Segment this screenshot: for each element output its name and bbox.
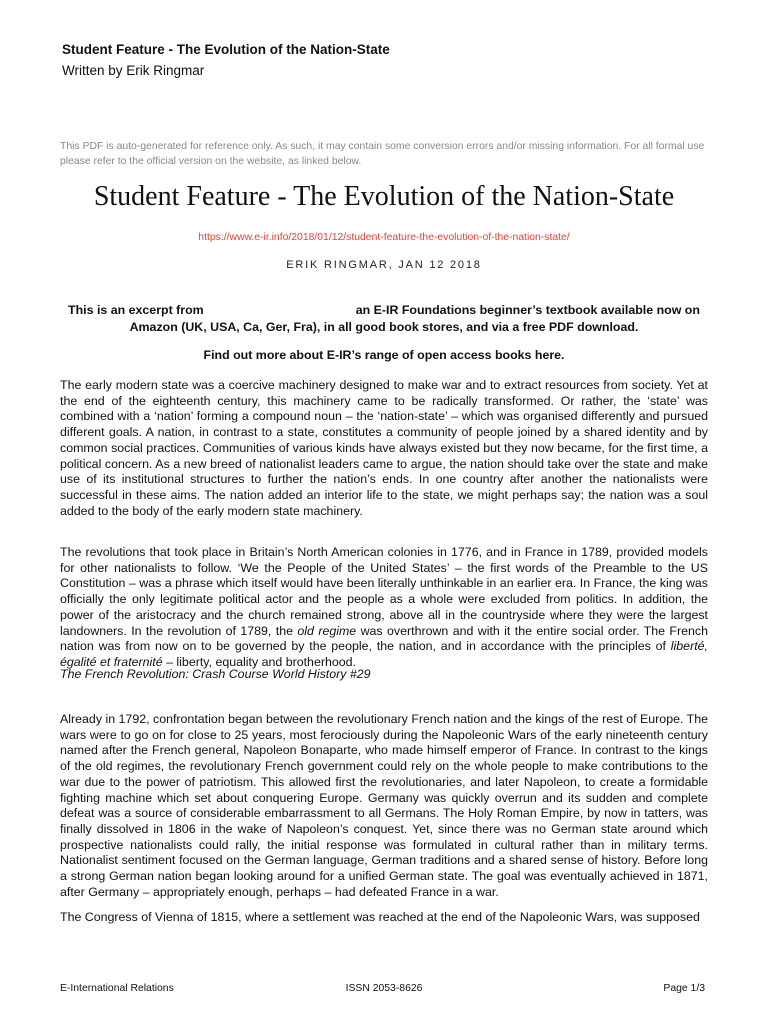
disclaimer-text: This PDF is auto-generated for reference only. As such, it may contain some conversion errors and/or missing information. For all formal use please refer to the official version on the website, as linked below.: [60, 141, 705, 167]
paragraph-2-part-b: was overthrown and with it the entire social order. The French nation was from now on to be governed by the people, the nation, and in accordance with the principles of: [60, 623, 708, 654]
paragraph-2-emphasis-old-regime: old regime: [297, 623, 357, 638]
footer-publisher: E-International Relations: [60, 983, 174, 994]
paragraph-2: [60, 545, 708, 671]
excerpt-start: This is an excerpt from: [68, 303, 204, 317]
video-caption: The French Revolution: Crash Course World History #29: [60, 667, 371, 681]
excerpt-notice: [60, 302, 708, 336]
find-more-link[interactable]: Find out more about E-IR’s range of open access books here.: [203, 348, 565, 362]
paragraph-1: The early modern state was a coercive machinery designed to make war and to extract resources from society. Yet at the end of the eighteenth century, this machinery came to be radically transformed. Or rather, the ‘state’ was combined with a ‘nation’ forming a compound noun – the ‘nation-state’ – which was organised differently and pursued different goals. A nation, in contrast to a state, constitutes a community of people joined by a shared identity and by common social practices. Communities of various kinds have always existed but they now became, for the first time, a political concern. As a new breed of nationalist leaders came to argue, the nation should take over the state and make use of its institutional structures to further the nation’s ends. In one country after another the nationalists were successful in these aims. The nation added an interior life to the state, we might perhaps say; the nation was a soul added to the body of the early modern state machinery.: [60, 378, 708, 518]
paragraph-4: The Congress of Vienna of 1815, where a settlement was reached at the end of the Napoleonic Wars, was supposed: [60, 910, 700, 924]
header-title: Student Feature - The Evolution of the Nation-State: [62, 42, 390, 57]
article-byline: ERIK RINGMAR, JAN 12 2018: [286, 259, 482, 271]
paragraph-2-part-a: The revolutions that took place in Britain’s North American colonies in 1776, and in France in 1789, provided models for other nationalists to follow. ‘We the People of the United States’ – the first words of the Preamble to the US Constitution – was a phrase which itself would have been literally unthinkable in an earlier era. In France, the king was officially the only legitimate political actor and the people as a whole were excluded from politics. In addition, the power of the aristocracy and the church remained strong, above all in the countryside where they were the largest landowners. In the revolution of 1789, the: [60, 545, 708, 638]
article-url-link[interactable]: https://www.e-ir.info/2018/01/12/student-feature-the-evolution-of-the-nation-state/: [198, 232, 570, 243]
footer-issn: ISSN 2053-8626: [345, 983, 423, 994]
paragraph-2-part-c: – liberty, equality and brotherhood.: [166, 654, 356, 669]
footer-page-number: Page 1/3: [663, 983, 705, 994]
excerpt-rest: an E-IR Foundations beginner’s textbook available now on Amazon (UK, USA, Ca, Ger, Fra), in all good book stores, and via a free PDF download.: [129, 303, 700, 334]
paragraph-3: Already in 1792, confrontation began between the revolutionary French nation and the kings of the rest of Europe. The wars were to go on for close to 25 years, most ferociously during the Napoleonic Wars of the early nineteenth century named after the French general, Napoleon Bonaparte, who made himself emperor of France. In contrast to the kings of the old regimes, the revolutionary French government could rely on the whole people to make contributions to the war due to the power of patriotism. This allowed first the revolutionaries, and later Napoleon, to create a formidable fighting machine which set about conquering Europe. Germany was quickly overrun and its sudden and complete defeat was a source of considerable embarrassment to all Germans. The Holy Roman Empire, by now in tatters, was finally dissolved in 1806 in the wake of Napoleon’s conquest. Yet, since there was no German state around which prospective nationalists could rally, the initial response was formulated in cultural rather than in military terms. Nationalist sentiment focused on the German language, German traditions and a shared sense of history. Before long a strong German nation began looking around for a unified German state. The goal was eventually achieved in 1871, after Germany – appropriately enough, perhaps – had defeated France in a war.: [60, 712, 708, 899]
paragraph-2-emphasis-motto: liberté, égalité et fraternité: [60, 639, 708, 669]
article-title: Student Feature - The Evolution of the Nation-State: [93, 181, 675, 212]
header-author: Written by Erik Ringmar: [62, 63, 205, 78]
